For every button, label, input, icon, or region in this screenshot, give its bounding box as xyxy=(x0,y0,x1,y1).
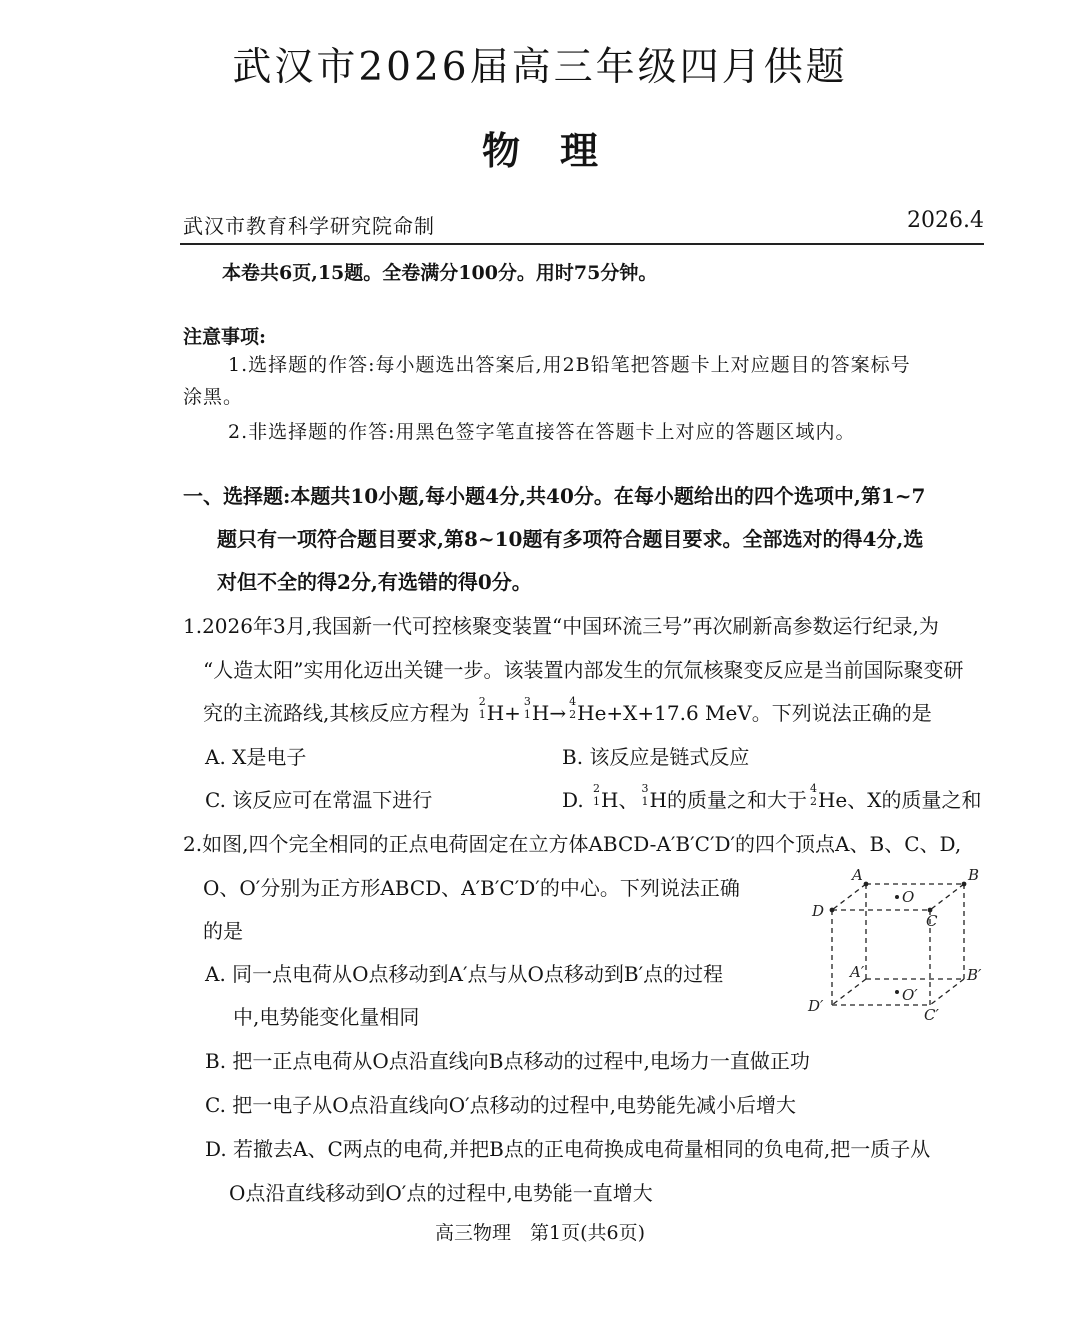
label-a-prime: A′ xyxy=(850,963,865,981)
section-1-header: 一、选择题:本题共10小题,每小题4分,共40分。在每小题给出的四个选项中,第1~7 xyxy=(183,484,926,508)
label-b-prime: B′ xyxy=(967,966,982,984)
q2-option-d: D. 若撤去A、C两点的电荷,并把B点的正电荷换成电荷量相同的负电荷,把一质子从 xyxy=(205,1137,931,1161)
center-o-prime xyxy=(895,990,899,994)
header-divider xyxy=(180,243,984,245)
publisher: 武汉市教育科学研究院命制 xyxy=(183,214,435,238)
section-1-line3: 对但不全的得2分,有选错的得0分。 xyxy=(217,570,532,594)
q1-option-a: A. X是电子 xyxy=(205,745,307,769)
notice-heading: 注意事项: xyxy=(183,326,267,348)
label-o-prime: O′ xyxy=(902,986,918,1004)
vertex-a xyxy=(864,882,869,887)
label-c-prime: C′ xyxy=(924,1006,939,1024)
label-c: C xyxy=(926,912,938,930)
notice-item-2: 2.非选择题的作答:用黑色签字笔直接答在答题卡上对应的答题区域内。 xyxy=(228,421,856,443)
exam-title: 武汉市2026届高三年级四月供题 xyxy=(232,45,848,90)
label-o: O xyxy=(902,888,915,906)
label-d: D xyxy=(812,902,825,920)
q2-line1: 2.如图,四个完全相同的正点电荷固定在立方体ABCD-A′B′C′D′的四个顶点A、B、C、D, xyxy=(183,832,962,856)
eq-h2: H+ xyxy=(486,701,521,725)
eq-he: He+X+17.6 MeV。下列说法正确的是 xyxy=(577,701,932,725)
q1-line3-text: 究的主流路线,其核反应方程为 xyxy=(203,701,476,725)
notice-item-1: 1.选择题的作答:每小题选出答案后,用2B铅笔把答题卡上对应题目的答案标号 xyxy=(228,354,911,376)
q1-line2: “人造太阳”实用化迈出关键一步。该装置内部发生的氘氚核聚变反应是当前国际聚变研 xyxy=(203,658,964,682)
label-d-prime: D′ xyxy=(808,997,824,1015)
eq-h3: H→ xyxy=(531,701,567,725)
label-a: A xyxy=(852,866,863,884)
page-footer: 高三物理 第1页(共6页) xyxy=(434,1222,645,1244)
q1-equation-line xyxy=(203,697,932,726)
isotope-he: 4 2 xyxy=(569,695,577,721)
exam-info: 本卷共6页,15题。全卷满分100分。用时75分钟。 xyxy=(222,262,658,284)
notice-item-1-cont: 涂黑。 xyxy=(183,386,244,408)
isotope-h3-d: 3 1 xyxy=(641,782,649,808)
q2-option-a: A. 同一点电荷从O点移动到A′点与从O点移动到B′点的过程 xyxy=(205,962,724,986)
cube-figure xyxy=(800,860,1000,1025)
q2-line3: 的是 xyxy=(203,919,243,943)
exam-date: 2026.4 xyxy=(907,208,984,233)
q1-option-c: C. 该反应可在常温下进行 xyxy=(205,788,433,812)
vertex-d xyxy=(830,908,835,913)
q2-option-a-cont: 中,电势能变化量相同 xyxy=(233,1005,420,1029)
q2-option-c: C. 把一电子从O点沿直线向O′点移动的过程中,电势能先减小后增大 xyxy=(205,1093,796,1117)
vertex-b xyxy=(962,882,967,887)
q1-line1: 1.2026年3月,我国新一代可控核聚变装置“中国环流三号”再次刷新高参数运行纪录,为 xyxy=(183,614,939,638)
isotope-h3: 3 1 xyxy=(523,695,531,721)
isotope-h2: 2 1 xyxy=(478,695,486,721)
isotope-h2-d: 2 1 xyxy=(593,782,601,808)
center-o xyxy=(895,895,899,899)
q2-line2: O、O′分别为正方形ABCD、A′B′C′D′的中心。下列说法正确 xyxy=(203,876,740,900)
section-1-line2: 题只有一项符合题目要求,第8~10题有多项符合题目要求。全部选对的得4分,选 xyxy=(217,527,924,551)
isotope-he-d: 4 2 xyxy=(809,782,817,808)
label-b: B xyxy=(968,866,980,884)
q1-option-d: D. 2 1 H、 3 1 H的质量之和大于 4 2 He、X的质量之和 xyxy=(562,782,982,812)
q2-option-d-cont: O点沿直线移动到O′点的过程中,电势能一直增大 xyxy=(229,1181,653,1205)
q1-option-b: B. 该反应是链式反应 xyxy=(562,745,750,769)
q2-option-b: B. 把一正点电荷从O点沿直线向B点移动的过程中,电场力一直做正功 xyxy=(205,1049,810,1073)
subject-title: 物理 xyxy=(481,128,638,173)
